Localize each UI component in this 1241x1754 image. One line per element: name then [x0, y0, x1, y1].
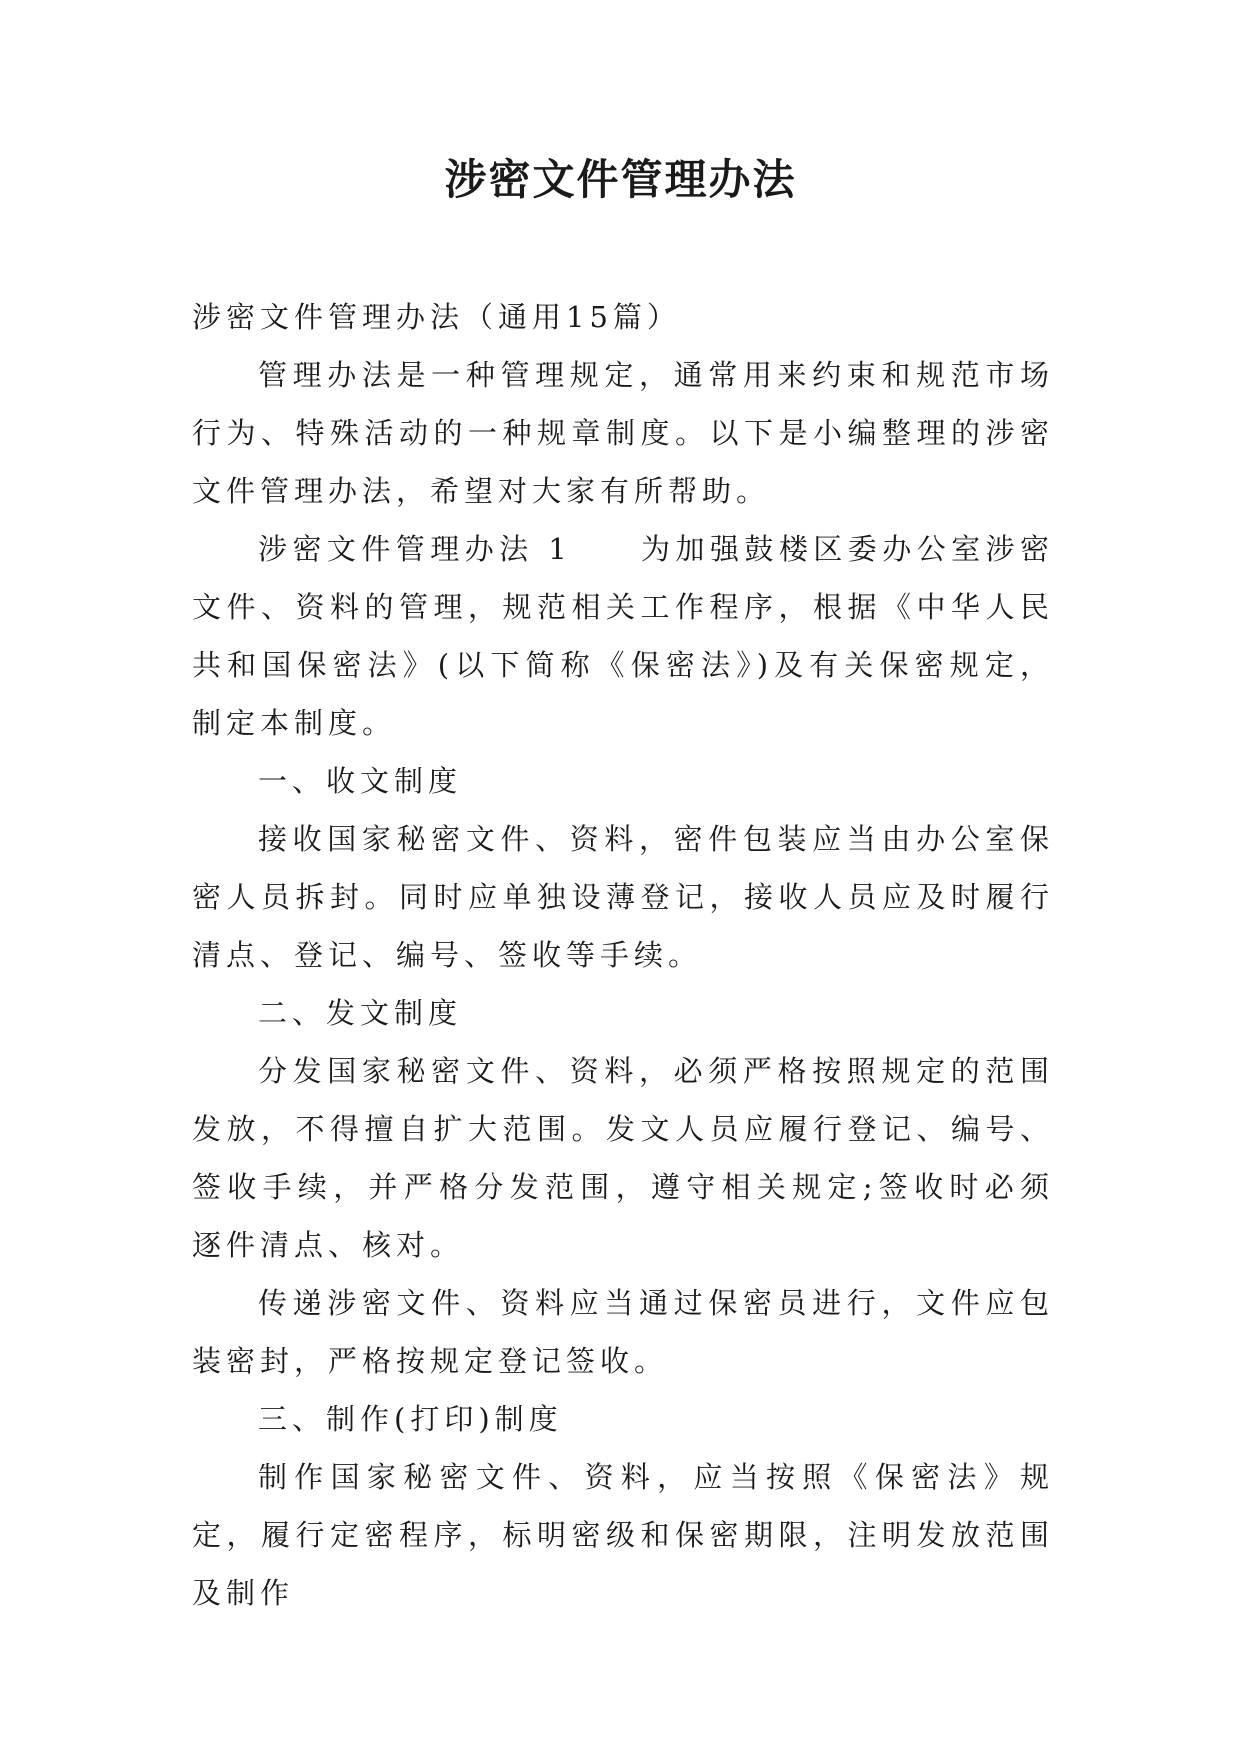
- paragraph-subtitle: 涉密文件管理办法（通用15篇）: [192, 300, 681, 334]
- paragraph-production: 制作国家秘密文件、资料，应当按照《保密法》规定，履行定密程序，标明密级和保密期限，注明发放范围及制作: [192, 1460, 1054, 1610]
- paragraph-dispatch: 分发国家秘密文件、资料，必须严格按照规定的范围发放，不得擅自扩大范围。发文人员应履行登记、编号、签收手续，并严格分发范围，遵守相关规定;签收时必须逐件清点、核对。: [192, 1054, 1054, 1262]
- section-heading-production: 三、制作(打印)制度: [258, 1402, 563, 1436]
- section-heading-dispatch: 二、发文制度: [258, 996, 463, 1030]
- document-title: 涉密文件管理办法: [444, 155, 797, 204]
- section-heading-receiving: 一、收文制度: [258, 764, 463, 798]
- paragraph-receiving: 接收国家秘密文件、资料，密件包装应当由办公室保密人员拆封。同时应单独设薄登记，接收人员应及时履行清点、登记、编号、签收等手续。: [192, 822, 1054, 972]
- paragraph-article-1: 涉密文件管理办法 1 为加强鼓楼区委办公室涉密文件、资料的管理，规范相关工作程序，根据《中华人民共和国保密法》(以下简称《保密法》)及有关保密规定，制定本制度。: [192, 532, 1054, 740]
- document-body: [192, 288, 1054, 1622]
- paragraph-transmission: 传递涉密文件、资料应当通过保密员进行，文件应包装密封，严格按规定登记签收。: [192, 1286, 1054, 1378]
- paragraph-intro: 管理办法是一种管理规定，通常用来约束和规范市场行为、特殊活动的一种规章制度。以下是小编整理的涉密文件管理办法，希望对大家有所帮助。: [192, 358, 1054, 508]
